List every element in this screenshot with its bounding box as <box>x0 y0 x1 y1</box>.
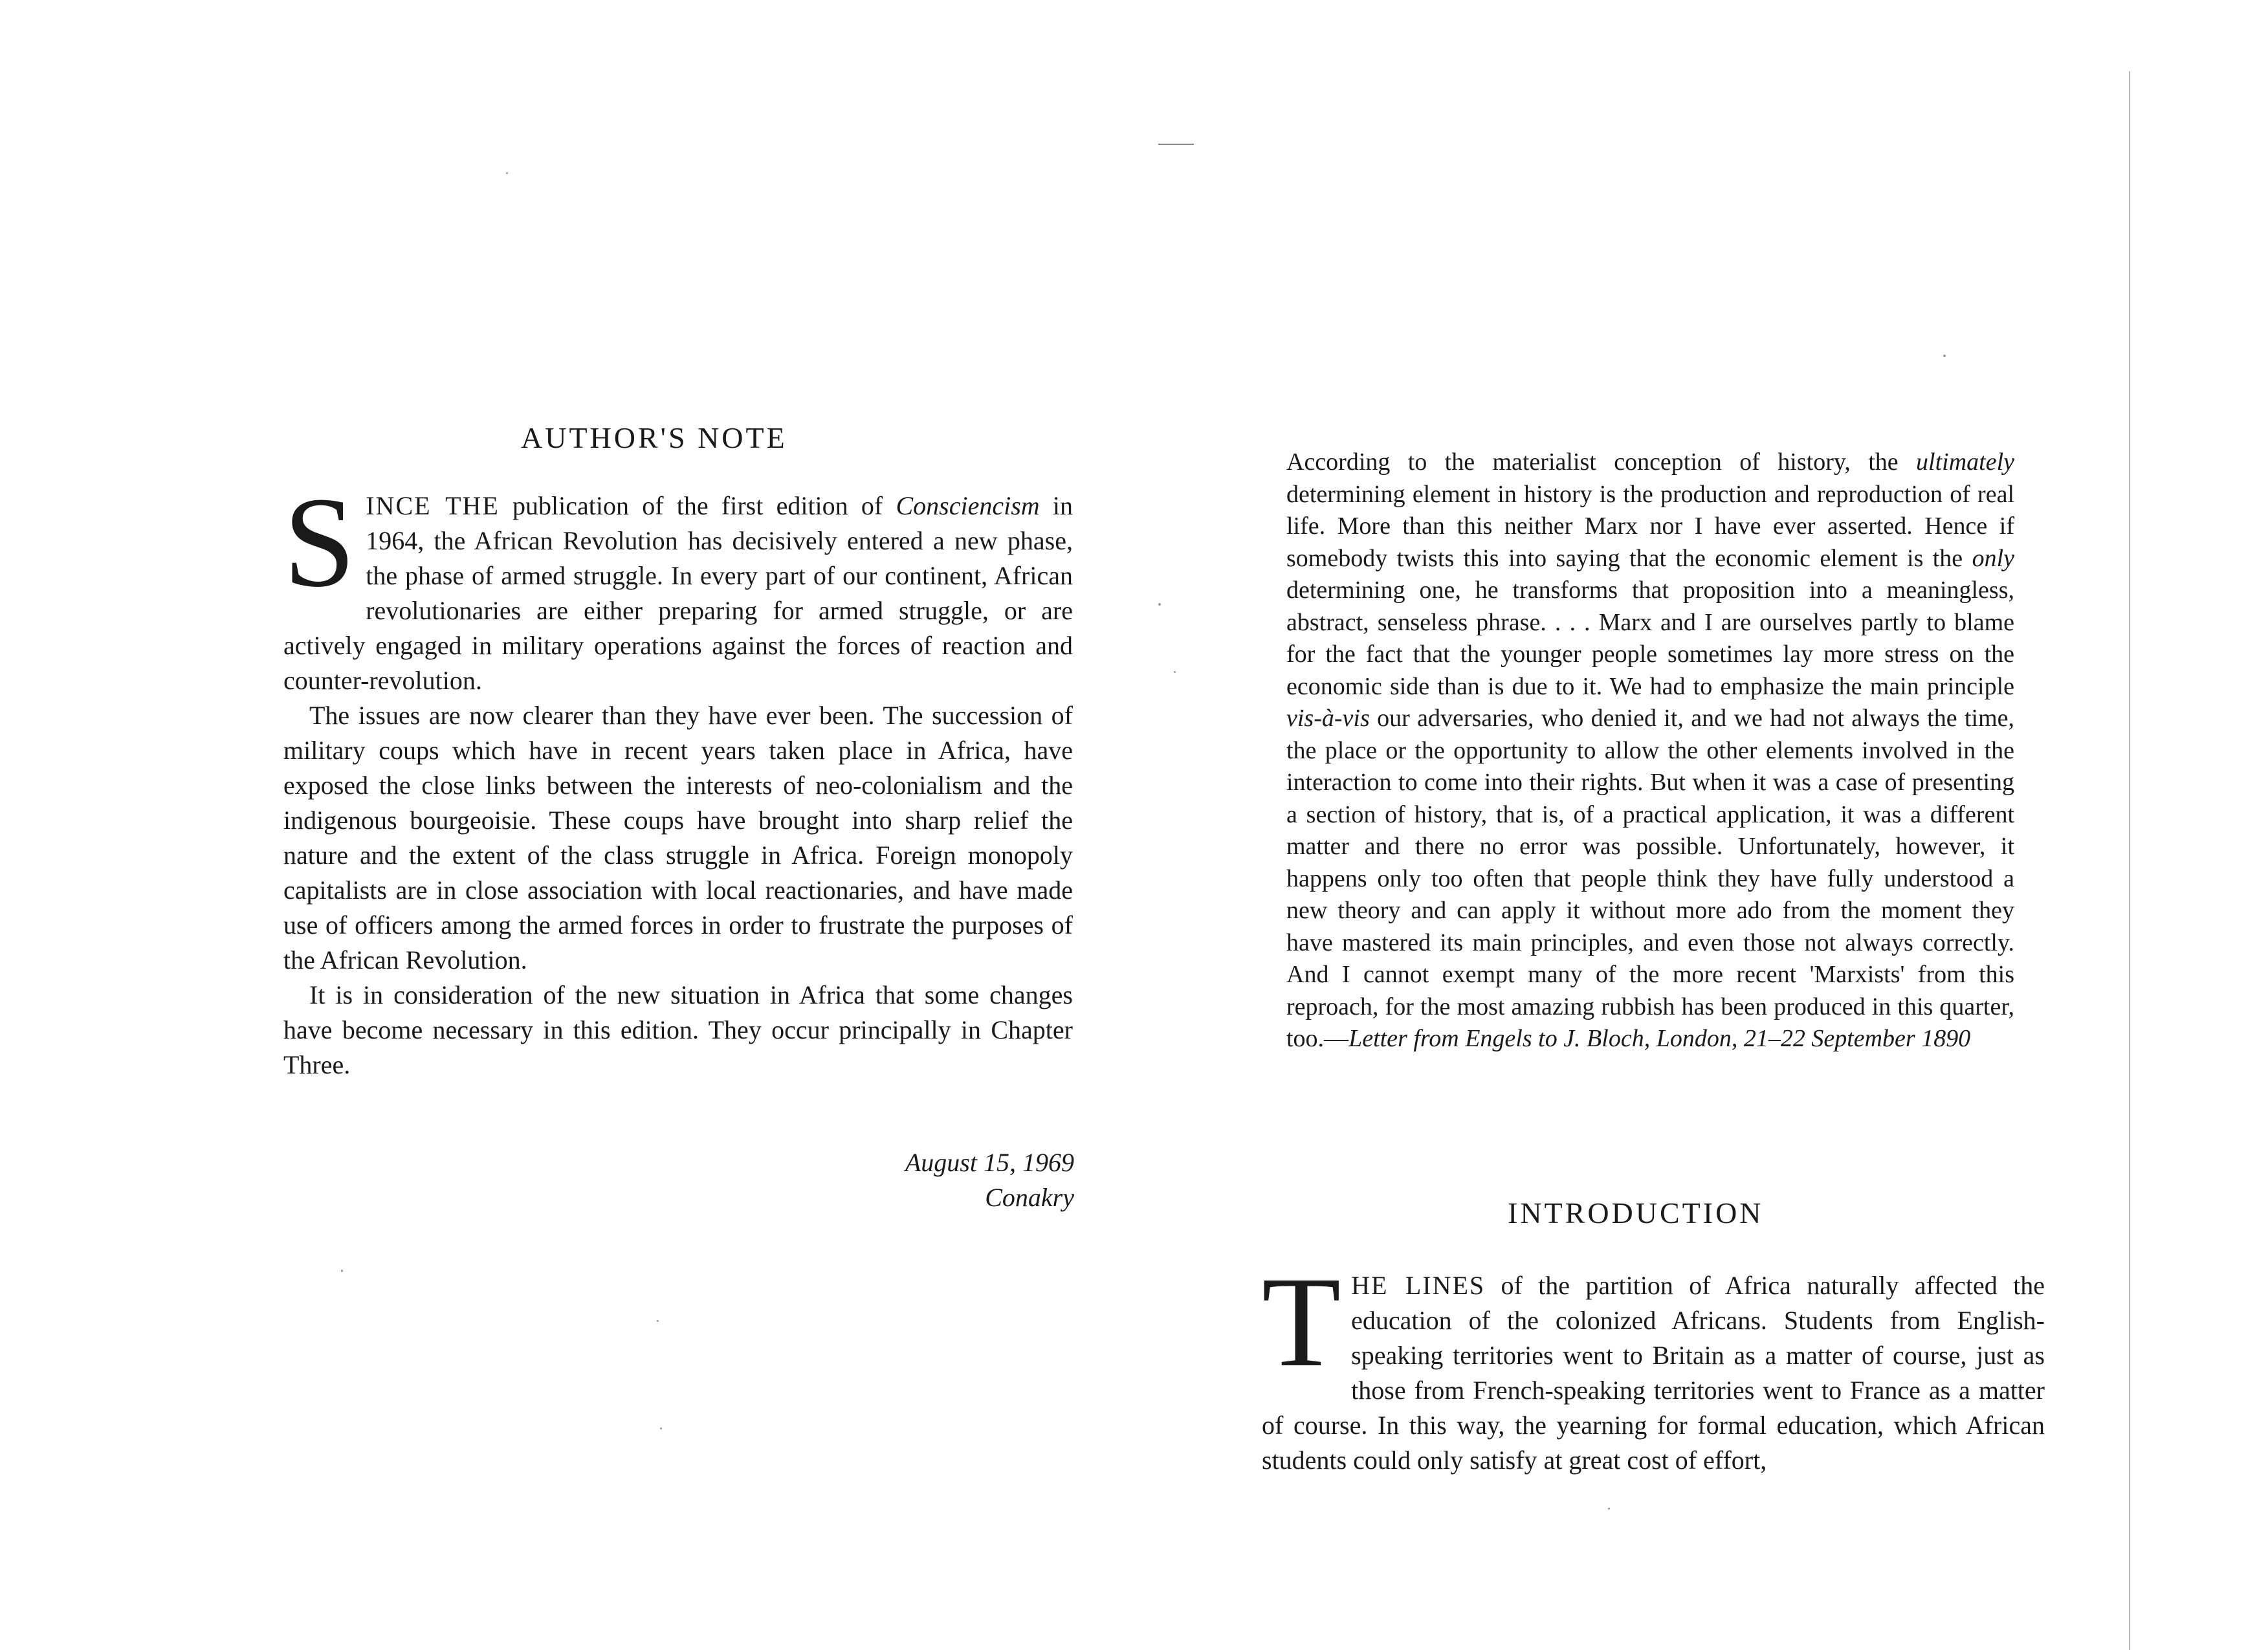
scan-speck <box>657 1320 659 1322</box>
signature-block <box>815 1145 1074 1215</box>
paragraph-text: of the partition of Africa naturally affected the education of the colonized Africans. Students from English-speaking territories went to Britain as a matter of course, just as those from French-speaking territories went to France as a matter of course. In this way, the yearning for formal education, which African students could only satisfy at great cost of effort, <box>1262 1271 2045 1475</box>
drop-cap-t: T <box>1262 1251 1341 1394</box>
authors-note-paragraph-2: The issues are now clearer than they have ever been. The succession of military coups which have in recent years taken place in Africa, have exposed the close links between the interests of neo-colonialism and the indigenous bourgeoisie. These coups have brought into sharp relief the nature and the extent of the class struggle in Africa. Foreign monopoly capitalists are in close association with local reactionaries, and have made use of officers among the armed forces in order to frustrate the purposes of the African Revolution. <box>283 701 1073 974</box>
scan-speck <box>1943 355 1946 357</box>
lead-in-text: INCE THE <box>366 491 500 520</box>
authors-note-heading: AUTHOR'S NOTE <box>521 421 787 454</box>
drop-cap-s: S <box>283 471 356 614</box>
authors-note-paragraph-3: It is in consideration of the new situation in Africa that some changes have become necessary in this edition. They occur principally in Chapter Three. <box>283 980 1073 1079</box>
quote-text: our adversaries, who denied it, and we had not always the time, the place or the opportunity to allow the other elements involved in the interaction to come into their rights. But when it was a case of presenting a section of history, that is, of a practical application, it was a different matter and there no error was possible. Unfortunately, however, it happens only too often that people think they have fully understood a new theory and can apply it without more ado from the moment they have mastered its main principles, and even those not always correctly. And I cannot exempt many of the more recent 'Marxists' from this reproach, for the most amazing rubbish has been produced in this quarter, too.— <box>1286 705 2014 1052</box>
introduction-paragraph <box>1262 1251 2045 1478</box>
quote-emphasis: only <box>1972 544 2014 572</box>
engels-quote <box>1286 446 2014 1055</box>
quote-text: determining element in history is the production and reproduction of real life. More than this neither Marx nor I have ever asserted. Hence if somebody twists this into saying that the economic element is the <box>1286 480 2014 572</box>
quote-text: According to the materialist conception of history, the <box>1286 448 1917 476</box>
lead-in-text: HE LINES <box>1351 1271 1486 1300</box>
scan-speck <box>1158 603 1161 606</box>
book-title: Consciencism <box>896 491 1040 520</box>
introduction-heading: INTRODUCTION <box>1508 1196 1764 1229</box>
scan-speck <box>341 1270 343 1272</box>
authors-note-paragraph-1 <box>283 471 1073 698</box>
quote-text: determining one, he transforms that proposition into a meaningless, abstract, senseless phrase. . . . Marx and I are ourselves partly to blame for the fact that the younger people sometimes lay more stress on the economic side than is due to it. We had to emphasize the main principle <box>1286 577 2014 700</box>
quote-emphasis: vis-à-vis <box>1286 705 1370 732</box>
page-edge-line <box>2129 71 2130 1650</box>
quote-paragraph <box>1286 446 2014 1055</box>
quote-emphasis: ultimately <box>1916 448 2014 476</box>
signature-place: Conakry <box>985 1183 1074 1212</box>
authors-note-body <box>283 471 1073 1083</box>
signature-date: August 15, 1969 <box>905 1148 1074 1177</box>
scan-speck <box>1608 1508 1610 1510</box>
scan-speck <box>660 1427 662 1429</box>
quote-source: Letter from Engels to J. Bloch, London, 21–22 September 1890 <box>1349 1025 1971 1052</box>
introduction-body <box>1262 1251 2045 1478</box>
scan-speck <box>506 172 508 174</box>
paragraph-text: in 1964, the African Revolution has decisively entered a new phase, the phase of armed struggle. In every part of our continent, African revolutionaries are either preparing for armed struggle, or are actively engaged in military operations against the forces of reaction and counter-revolution. <box>283 491 1073 695</box>
paragraph-text: publication of the first edition of <box>499 491 896 520</box>
